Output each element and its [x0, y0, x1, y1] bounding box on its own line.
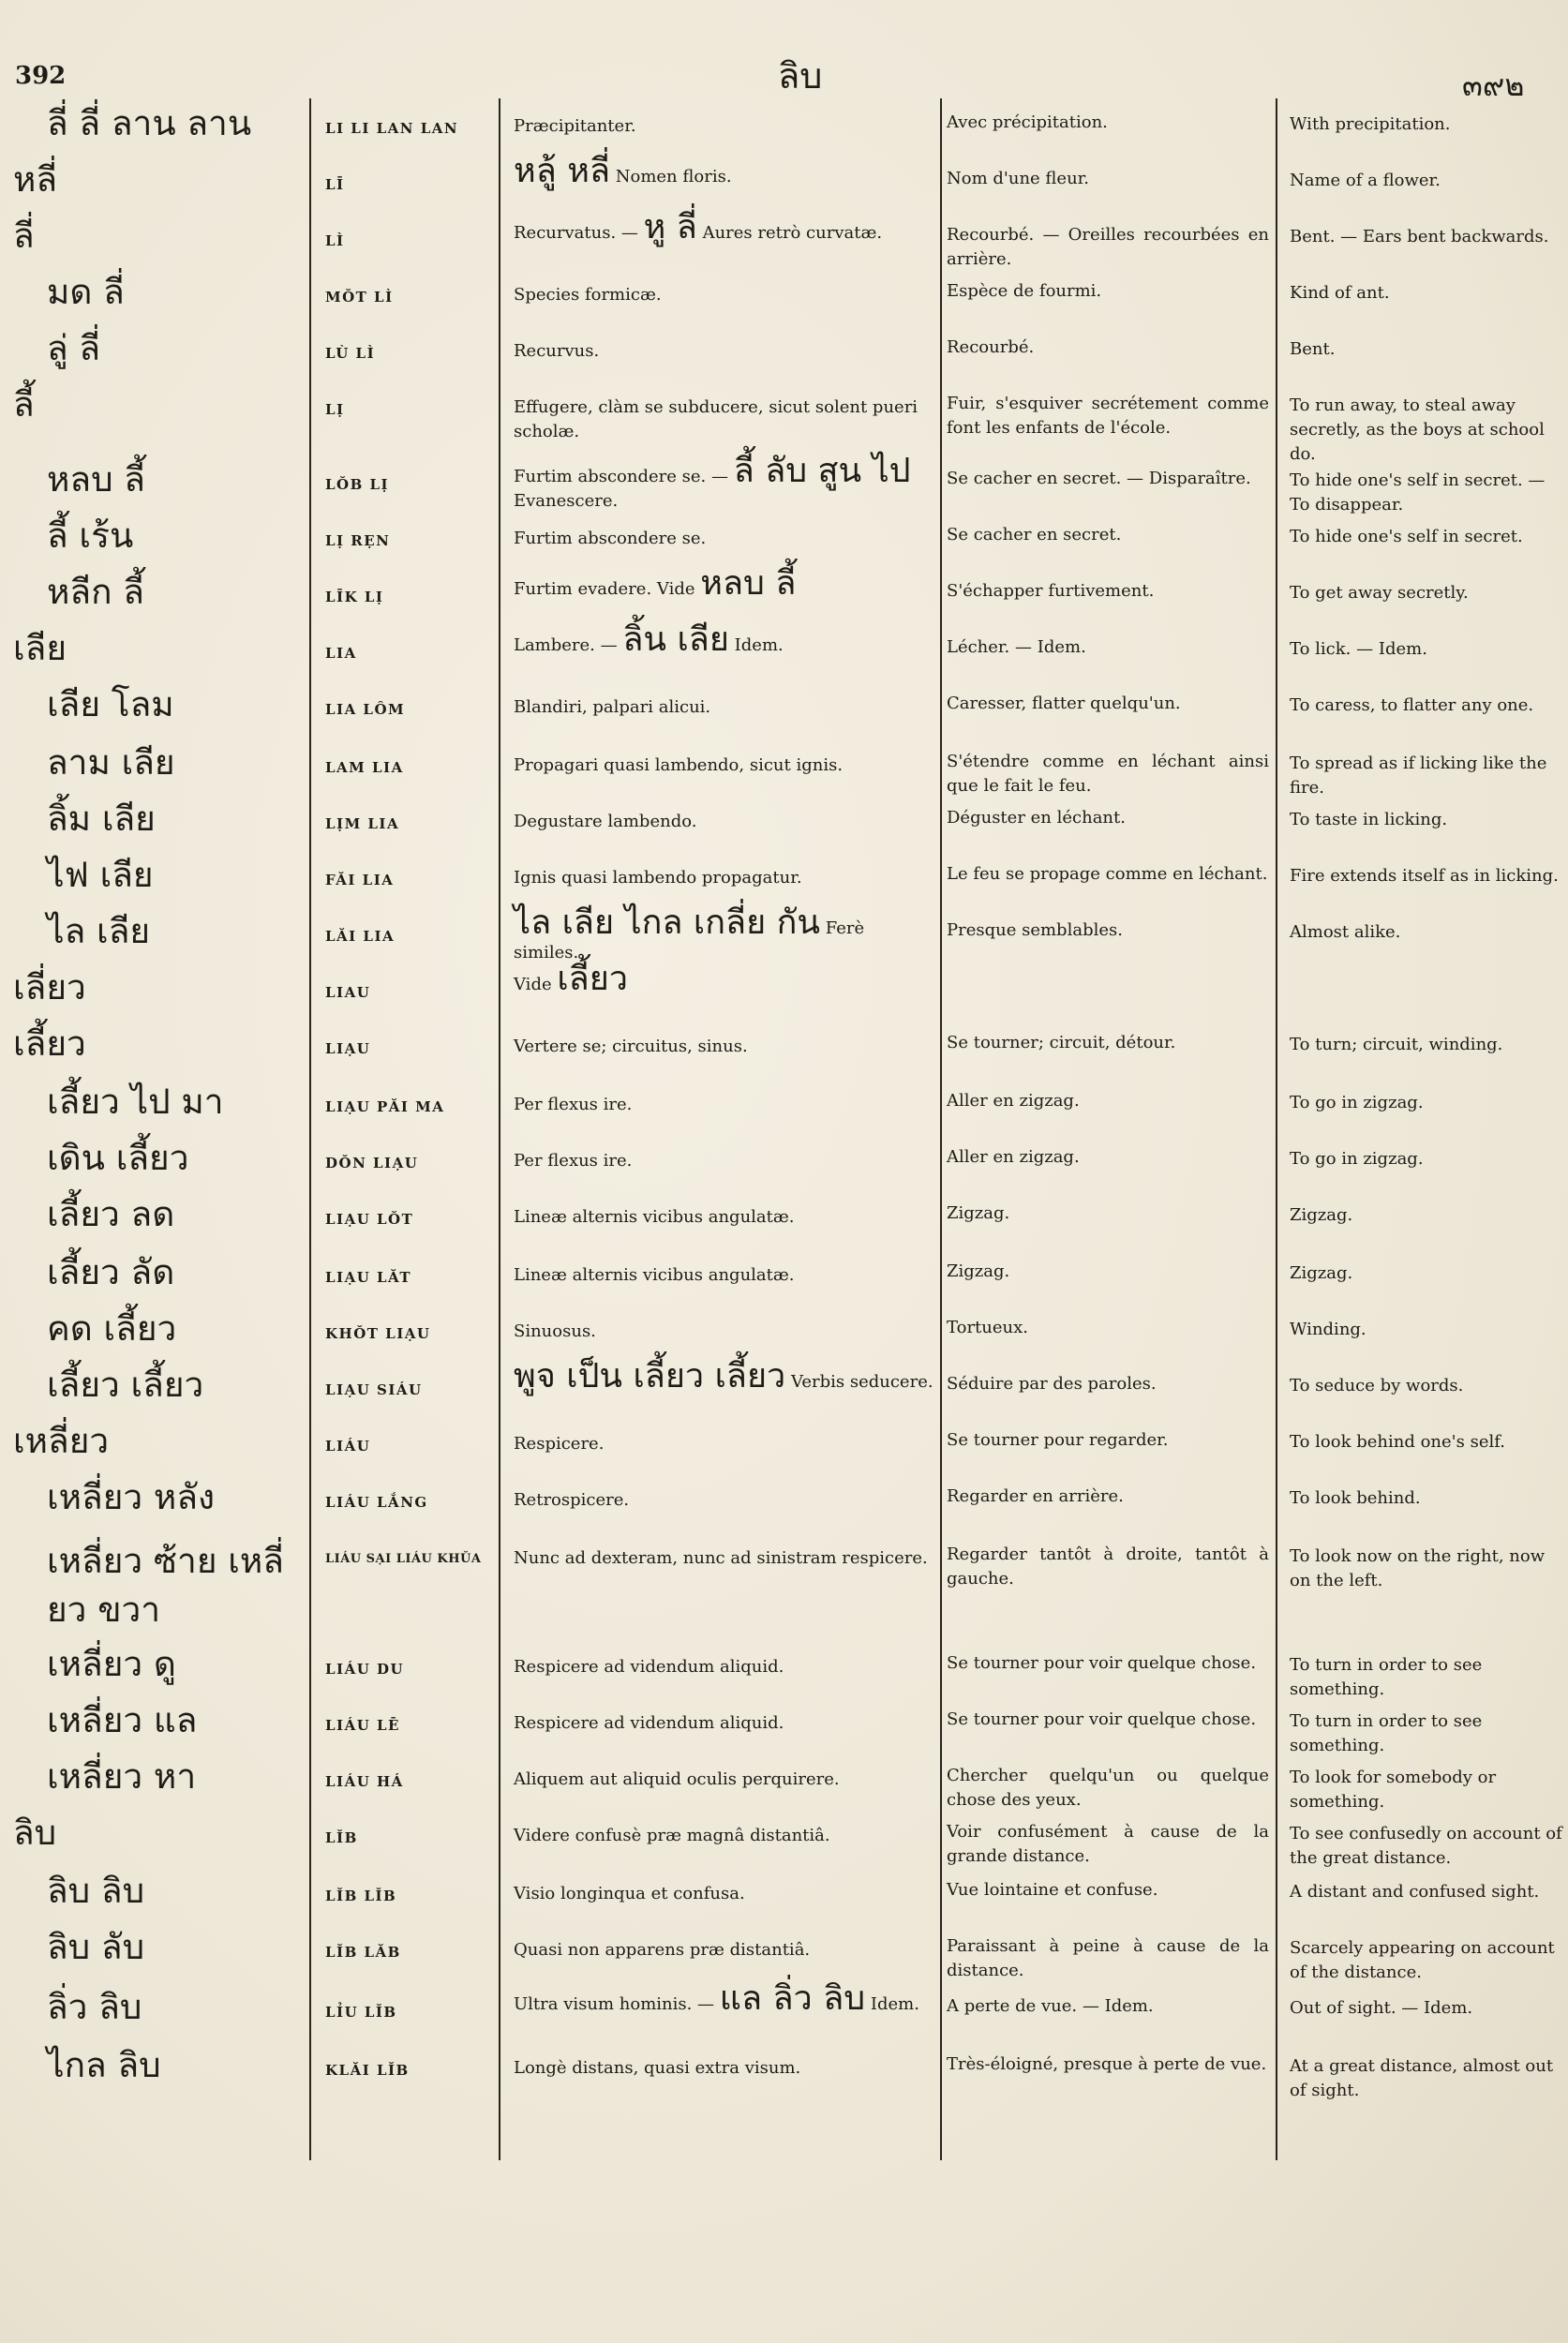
entry-thai-headword: ลิ่ว ลิบ	[47, 1987, 142, 2027]
entry-thai-headword: ลิบ ลิบ	[47, 1871, 145, 1911]
entry-latin: Ignis quasi lambendo propagatur.	[514, 868, 802, 888]
entry-french: Séduire par des paroles.	[947, 1374, 1157, 1394]
entry-thai-headword: เลี้ยว	[13, 1023, 86, 1064]
entry-thai-headword: หลีก ลี้	[47, 572, 144, 612]
entry-romanization: LĪK LỊ	[325, 589, 384, 605]
entry-latin: Species formicæ.	[514, 285, 662, 305]
latin-thai-phrase: ลี้ ลับ สูน ไป	[733, 452, 911, 490]
entry-french: Espèce de fourmi.	[947, 281, 1102, 301]
entry-latin: Vide เลี้ยว	[514, 960, 629, 998]
entry-romanization: LỊ	[325, 401, 345, 418]
entry-romanization: LĪ	[325, 176, 345, 193]
entry-english: To turn in order to see something.	[1290, 1711, 1483, 1755]
entry-english: To caress, to flatter any one.	[1290, 695, 1534, 715]
entry-french: Nom d'une fleur.	[947, 169, 1090, 188]
column-divider	[309, 98, 311, 2160]
entry-french: Se tourner pour voir quelque chose.	[947, 1709, 1257, 1729]
entry-romanization: KHŎT LIẠU	[325, 1325, 431, 1342]
entry-thai-headword: คด เลี้ยว	[47, 1308, 177, 1349]
entry-thai-headword: ลิบ ลับ	[47, 1927, 145, 1967]
entry-english: To lick. — Idem.	[1290, 639, 1427, 659]
entry-french: Aller en zigzag.	[947, 1091, 1080, 1111]
entry-english: Kind of ant.	[1290, 283, 1390, 303]
entry-latin: Respicere.	[514, 1434, 605, 1454]
latin-thai-phrase: ไล เลีย ไกล เกลี่ย กัน	[514, 903, 821, 942]
column-divider	[940, 98, 942, 2160]
entry-romanization: LÌ	[325, 232, 345, 249]
entry-english: To go in zigzag.	[1290, 1093, 1424, 1112]
entry-thai-headword: เลี้ยว ลัด	[47, 1252, 175, 1292]
entry-french: Avec précipitation.	[947, 112, 1108, 132]
entry-romanization: LĬB LĂB	[325, 1944, 401, 1961]
entry-romanization: LŎB LỊ	[325, 476, 390, 493]
entry-thai-headword: ไล เลีย	[47, 911, 151, 951]
entry-english: A distant and confused sight.	[1290, 1882, 1540, 1902]
entry-romanization: LIẠU PĂI MA	[325, 1098, 445, 1115]
entry-english: Bent.	[1290, 339, 1336, 359]
entry-thai-headword: ลิ้ม เลีย	[47, 798, 156, 839]
entry-latin: Quasi non apparens præ distantiâ.	[514, 1940, 811, 1960]
page-number-left: 392	[15, 62, 67, 90]
entry-thai-headword: เหลี่ยว หา	[47, 1756, 197, 1797]
entry-latin: Respicere ad videndum aliquid.	[514, 1657, 784, 1677]
latin-thai-phrase: หลู้ หลี่	[514, 152, 611, 190]
entry-romanization: MŎT LÌ	[325, 289, 394, 306]
entry-romanization: LIÁU HÁ	[325, 1773, 404, 1790]
entry-english: To look for somebody or something.	[1290, 1768, 1497, 1812]
entry-english: To hide one's self in secret.	[1290, 527, 1523, 546]
entry-latin: Longè distans, quasi extra visum.	[514, 2058, 801, 2078]
latin-thai-phrase: หลบ ลี้	[700, 564, 797, 603]
entry-french: Se cacher en secret.	[947, 525, 1122, 545]
entry-romanization: LIÁU DU	[325, 1661, 405, 1678]
entry-thai-headword: ไกล ลิบ	[47, 2045, 161, 2085]
entry-latin: หลู้ หลี่ Nomen floris.	[514, 152, 732, 190]
entry-french: Aller en zigzag.	[947, 1147, 1080, 1167]
entry-thai-headword: เหลี่ยว แล	[47, 1700, 198, 1740]
entry-latin: Ultra visum hominis. — แล ลิ่ว ลิบ Idem.	[514, 1979, 919, 2018]
entry-french: Regarder tantôt à droite, tantôt à gauche.	[947, 1545, 1269, 1589]
entry-romanization: LIÁU LĒ	[325, 1717, 400, 1734]
entry-french: Voir confusément à cause de la grande distance.	[947, 1822, 1269, 1866]
entry-romanization: LỈU LĬB	[325, 2004, 397, 2021]
entry-french: Caresser, flatter quelqu'un.	[947, 694, 1181, 713]
entry-english: To spread as if licking like the fire.	[1290, 754, 1547, 798]
entry-english: To turn; circuit, winding.	[1290, 1035, 1503, 1054]
entry-french: Recourbé. — Oreilles recourbées en arrière.	[947, 225, 1269, 269]
entry-english: Zigzag.	[1290, 1205, 1353, 1225]
entry-romanization: KLĂI LĬB	[325, 2062, 410, 2079]
entry-thai-headword: เลีย โลม	[47, 684, 174, 724]
entry-thai-headword: เหลี่ยว	[13, 1421, 110, 1461]
entry-latin: Lineæ alternis vicibus angulatæ.	[514, 1265, 795, 1285]
entry-english: With precipitation.	[1290, 114, 1451, 134]
entry-romanization: FĂI LIA	[325, 872, 395, 888]
entry-thai-headword: ลู่ ลี่	[47, 328, 101, 368]
entry-english: At a great distance, almost out of sight.	[1290, 2056, 1554, 2100]
entry-thai-headword: มด ลี่	[47, 272, 125, 312]
entry-french: Fuir, s'esquiver secrétement comme font les enfants de l'école.	[947, 394, 1269, 438]
entry-french: Le feu se propage comme en léchant.	[947, 864, 1268, 884]
entry-french: Très-éloigné, presque à perte de vue.	[947, 2054, 1267, 2074]
entry-romanization: LIÁU LẮNG	[325, 1494, 428, 1511]
entry-latin: Aliquem aut aliquid oculis perquirere.	[514, 1769, 840, 1789]
entry-romanization: LIẠU	[325, 1040, 371, 1057]
entry-thai-headword: เลี้ยว เลี้ยว	[47, 1365, 204, 1405]
entry-french: Regarder en arrière.	[947, 1486, 1124, 1506]
page-number-right: ๓๙๒	[1462, 67, 1525, 103]
entry-thai-headword: ลี้	[13, 384, 35, 425]
entry-romanization: LIÁU	[325, 1438, 371, 1455]
latin-thai-phrase: แล ลิ่ว ลิบ	[719, 1979, 866, 2018]
entry-french: Zigzag.	[947, 1203, 1010, 1223]
entry-english: To look now on the right, now on the left.	[1290, 1546, 1546, 1590]
entry-french: Se tourner pour regarder.	[947, 1430, 1169, 1450]
entry-english: Winding.	[1290, 1320, 1366, 1339]
entry-french: Se cacher en secret. — Disparaître.	[947, 469, 1251, 488]
entry-thai-headword: ลี้ เร้น	[47, 515, 134, 556]
entry-romanization: LĬB	[325, 1829, 358, 1846]
entry-thai-headword: เลีย	[13, 628, 67, 668]
entry-romanization: LIA LÔM	[325, 701, 406, 718]
entry-thai-headword: เดิน เลี้ยว	[47, 1138, 189, 1178]
entry-french: Se tourner; circuit, détour.	[947, 1033, 1176, 1052]
entry-latin: Recurvatus. — หู ลี่ Aures retrò curvatæ.	[514, 208, 883, 246]
entry-latin: Propagari quasi lambendo, sicut ignis.	[514, 755, 844, 775]
entry-latin: Furtim evadere. Vide หลบ ลี้	[514, 564, 797, 603]
column-divider	[499, 98, 500, 2160]
entry-english: To taste in licking.	[1290, 810, 1448, 829]
entry-french: Déguster en léchant.	[947, 808, 1126, 828]
entry-thai-headword: หลบ ลี้	[47, 459, 145, 500]
entry-english: Name of a flower.	[1290, 171, 1441, 190]
entry-romanization: LIẠU LŎT	[325, 1211, 414, 1228]
latin-thai-phrase: พูจ เป็น เลี้ยว เลี้ยว	[514, 1357, 786, 1395]
entry-english: Scarcely appearing on account of the distance.	[1290, 1938, 1555, 1982]
entry-french: Tortueux.	[947, 1318, 1028, 1337]
entry-romanization: LÙ LÌ	[325, 345, 376, 362]
entry-english: To look behind.	[1290, 1488, 1421, 1508]
latin-thai-phrase: หู ลี่	[643, 208, 697, 246]
entry-english: To look behind one's self.	[1290, 1432, 1505, 1452]
column-divider	[1276, 98, 1277, 2160]
entry-latin: พูจ เป็น เลี้ยว เลี้ยว Verbis seducere.	[514, 1357, 933, 1395]
entry-english: Fire extends itself as in licking.	[1290, 866, 1559, 886]
entry-french: Recourbé.	[947, 337, 1035, 357]
entry-english: Zigzag.	[1290, 1263, 1353, 1283]
entry-thai-headword: ลาม เลีย	[47, 742, 175, 783]
entry-latin: Retrospicere.	[514, 1490, 630, 1510]
entry-romanization: LIA	[325, 645, 357, 662]
entry-latin: Per flexus ire.	[514, 1095, 633, 1114]
entry-english: To go in zigzag.	[1290, 1149, 1424, 1169]
entry-romanization: LIẠU LĂT	[325, 1269, 412, 1286]
entry-latin: Visio longinqua et confusa.	[514, 1884, 745, 1903]
entry-french: S'étendre comme en léchant ainsi que le fait le feu.	[947, 752, 1269, 796]
latin-thai-phrase: เลี้ยว	[557, 960, 629, 998]
entry-french: A perte de vue. — Idem.	[947, 1996, 1154, 2016]
entry-latin: Sinuosus.	[514, 1321, 596, 1341]
entry-latin: Videre confusè præ magnâ distantiâ.	[514, 1826, 830, 1845]
entry-english: To get away secretly.	[1290, 583, 1469, 603]
entry-romanization: LI LI LAN LAN	[325, 120, 459, 137]
entry-latin: Furtim abscondere se.	[514, 529, 707, 548]
entry-thai-headword: เหลี่ยว ซ้าย เหลี่ยว ขวา	[47, 1541, 284, 1630]
entry-romanization: LỊ RẸN	[325, 532, 391, 549]
entry-latin: Recurvus.	[514, 341, 600, 361]
entry-thai-headword: เลี้ยว ไป มา	[47, 1082, 224, 1122]
entry-english: Out of sight. — Idem.	[1290, 1998, 1473, 2018]
entry-romanization: LIAU	[325, 984, 371, 1001]
entry-romanization: LAM LIA	[325, 759, 404, 776]
page-header-word: ลิบ	[778, 55, 823, 97]
entry-thai-headword: เหลี่ยว ดู	[47, 1644, 176, 1684]
entry-french: Chercher quelqu'un ou quelque chose des yeux.	[947, 1766, 1269, 1810]
entry-french: Paraissant à peine à cause de la distance.	[947, 1936, 1269, 1980]
entry-romanization: LỊM LIA	[325, 815, 400, 832]
entry-english: To hide one's self in secret. — To disappear.	[1290, 470, 1546, 515]
entry-thai-headword: ลิบ	[13, 1813, 57, 1853]
entry-french: Lécher. — Idem.	[947, 637, 1086, 657]
entry-latin: Per flexus ire.	[514, 1151, 633, 1171]
entry-latin: Lambere. — ลิ้น เลีย Idem.	[514, 620, 784, 659]
entry-french: Zigzag.	[947, 1261, 1010, 1281]
entry-latin: Lineæ alternis vicibus angulatæ.	[514, 1207, 795, 1227]
entry-latin: ไล เลีย ไกล เกลี่ย กัน Ferè similes.	[514, 903, 865, 963]
entry-english: To turn in order to see something.	[1290, 1655, 1483, 1699]
entry-latin: Nunc ad dexteram, nunc ad sinistram respicere.	[514, 1548, 928, 1568]
entry-french: Presque semblables.	[947, 920, 1123, 940]
entry-english: Bent. — Ears bent backwards.	[1290, 227, 1549, 246]
entry-latin: Degustare lambendo.	[514, 812, 697, 831]
entry-latin: Vertere se; circuitus, sinus.	[514, 1037, 748, 1056]
entry-romanization: LĬB LĬB	[325, 1888, 397, 1904]
entry-french: S'échapper furtivement.	[947, 581, 1155, 601]
entry-romanization: LĂI LIA	[325, 928, 396, 945]
entry-thai-headword: ลี่	[13, 216, 35, 256]
entry-latin: Præcipitanter.	[514, 116, 636, 136]
entry-latin: Effugere, clàm se subducere, sicut solent pueri scholæ.	[514, 397, 918, 441]
latin-thai-phrase: ลิ้น เลีย	[622, 620, 729, 659]
entry-thai-headword: ไฟ เลีย	[47, 855, 154, 895]
entry-french: Vue lointaine et confuse.	[947, 1880, 1158, 1900]
entry-romanization: DŎN LIẠU	[325, 1155, 419, 1172]
entry-english: To see confusedly on account of the great distance.	[1290, 1824, 1562, 1868]
entry-romanization: LIẠU SIÁU	[325, 1381, 423, 1398]
entry-latin: Respicere ad videndum aliquid.	[514, 1713, 784, 1733]
entry-french: Se tourner pour voir quelque chose.	[947, 1653, 1257, 1673]
entry-english: To run away, to steal away secretly, as the boys at school do.	[1290, 395, 1545, 464]
entry-english: To seduce by words.	[1290, 1376, 1464, 1395]
entry-thai-headword: เลี่ยว	[13, 967, 86, 1007]
entry-thai-headword: เลี้ยว ลด	[47, 1194, 175, 1234]
entry-romanization: LIÁU SẠI LIÁU KHŬA	[325, 1552, 482, 1566]
entry-thai-headword: ลี่ ลี่ ลาน ลาน	[47, 103, 252, 143]
entry-english: Almost alike.	[1290, 922, 1401, 942]
entry-thai-headword: หลี่	[13, 159, 58, 200]
entry-latin: Furtim abscondere se. — ลี้ ลับ สูน ไป Evanescere.	[514, 452, 911, 511]
entry-thai-headword: เหลี่ยว หลัง	[47, 1477, 216, 1517]
entry-latin: Blandiri, palpari alicui.	[514, 697, 711, 717]
